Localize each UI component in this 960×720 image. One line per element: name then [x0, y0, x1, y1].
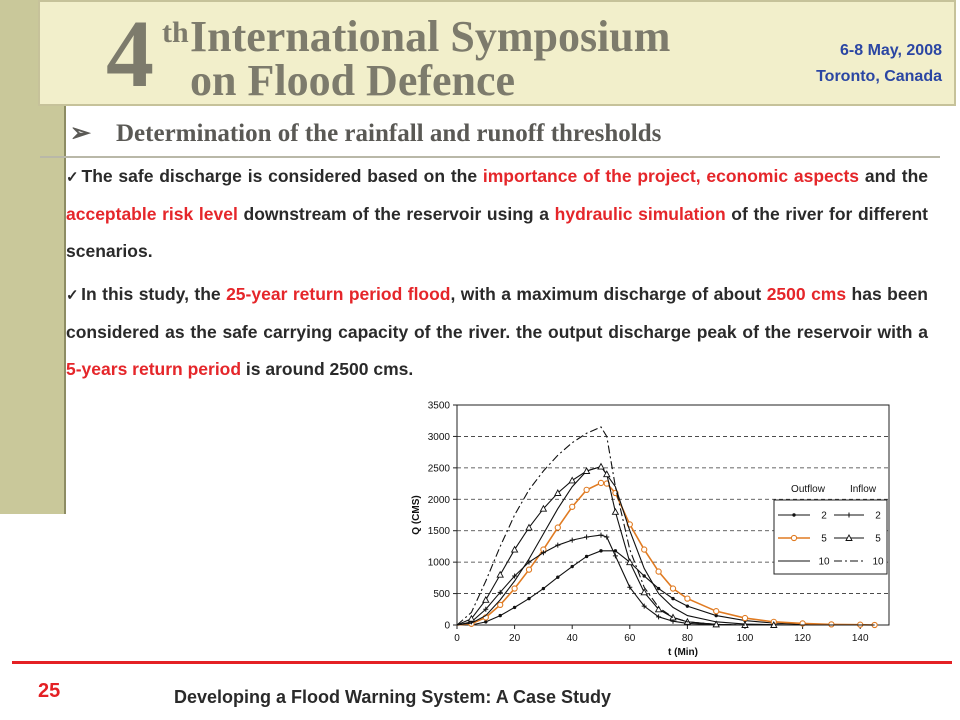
x-axis-label: t (Min)	[668, 647, 698, 658]
data-point	[656, 569, 661, 574]
data-point	[513, 606, 516, 609]
hydrograph-chart	[404, 388, 922, 664]
data-point	[569, 477, 575, 483]
y-tick-label: 3500	[427, 400, 450, 412]
highlight-text: acceptable risk level	[66, 204, 238, 224]
data-point	[742, 615, 747, 620]
y-tick-label: 2500	[427, 463, 450, 475]
footer-title: Developing a Flood Warning System: A Case Study	[174, 687, 612, 707]
y-tick-label: 0	[444, 620, 450, 632]
event-date: 6-8 May, 2008	[840, 42, 942, 59]
legend-entry-label: 10	[818, 556, 830, 568]
data-point	[585, 555, 588, 558]
legend-entry-label: 10	[872, 556, 884, 568]
highlight-text: hydraulic simulation	[554, 204, 726, 224]
data-point	[584, 487, 589, 492]
data-point	[570, 504, 575, 509]
text-segment: and the	[859, 166, 929, 186]
x-tick-label: 100	[736, 633, 754, 644]
legend-header-outflow: Outflow	[791, 484, 825, 495]
data-point	[483, 597, 489, 603]
x-tick-label: 40	[566, 633, 578, 644]
x-tick-label: 60	[624, 633, 636, 644]
highlight-text: 2500 cms	[766, 284, 847, 304]
checkmark-icon: ✓	[66, 169, 80, 186]
data-point	[829, 622, 834, 627]
data-point	[571, 565, 574, 568]
data-point	[613, 553, 618, 558]
data-point	[584, 535, 589, 540]
data-point	[498, 602, 503, 607]
data-point	[570, 538, 575, 543]
data-point	[542, 587, 545, 590]
data-point	[686, 604, 689, 607]
hydrograph-svg	[404, 388, 922, 664]
data-point	[599, 549, 602, 552]
legend-entry-label: 5	[875, 533, 881, 545]
y-tick-label: 3000	[427, 431, 450, 443]
slide-heading-text: Determination of the rainfall and runoff thresholds	[116, 120, 662, 147]
legend-entry-label: 2	[875, 510, 881, 522]
legend-box	[774, 500, 887, 574]
footer-divider	[12, 661, 952, 664]
data-point	[657, 587, 660, 590]
x-tick-label: 140	[851, 633, 869, 644]
header-banner	[38, 0, 956, 106]
data-point	[556, 576, 559, 579]
highlight-text: 5-years return period	[66, 359, 242, 379]
data-point	[499, 614, 502, 617]
data-point	[642, 547, 647, 552]
edition-number: 4	[106, 0, 154, 107]
data-point	[685, 596, 690, 601]
data-point	[484, 620, 487, 623]
arrow-bullet-icon: ➢	[70, 120, 91, 147]
data-point	[671, 597, 674, 600]
text-segment: downstream of the reservoir using a	[237, 204, 555, 224]
text-segment: is around 2500 cms.	[241, 359, 414, 379]
data-point	[512, 547, 518, 553]
data-point	[512, 586, 517, 591]
data-point	[714, 609, 719, 614]
data-point	[526, 567, 531, 572]
data-point	[715, 614, 718, 617]
x-tick-label: 0	[454, 633, 460, 644]
x-tick-label: 80	[681, 633, 693, 644]
x-tick-label: 120	[794, 633, 811, 644]
series-line-inflow-10	[457, 427, 745, 625]
x-tick-label: 20	[509, 633, 521, 644]
data-point	[599, 533, 604, 538]
text-segment: of the river for different scenarios.	[66, 204, 928, 261]
edition-suffix: th	[162, 16, 189, 49]
y-tick-label: 1000	[427, 557, 450, 569]
legend-header-inflow: Inflow	[849, 484, 877, 495]
data-point	[527, 597, 530, 600]
slide-heading	[70, 118, 661, 148]
text-segment: , with a maximum discharge of about	[450, 284, 767, 304]
highlight-text: economic aspects	[706, 166, 860, 186]
legend-marker	[791, 535, 796, 540]
highlight-text: 25-year return period flood	[226, 284, 451, 304]
text-segment: In this study, the	[81, 284, 227, 304]
data-point	[555, 543, 560, 548]
legend-marker	[792, 513, 795, 516]
y-tick-label: 2000	[427, 494, 450, 506]
text-segment: The safe discharge is considered based on the	[81, 166, 483, 186]
data-point	[612, 509, 618, 514]
y-axis-label: Q (CMS)	[411, 495, 422, 535]
legend-entry-label: 5	[821, 533, 827, 545]
event-location: Toronto, Canada	[816, 68, 942, 85]
data-point	[604, 535, 609, 540]
legend-entry-label: 2	[821, 510, 827, 522]
slide-number: 25	[38, 680, 61, 702]
data-point	[555, 525, 560, 530]
text-segment: has been considered as the safe carrying capacity of the river. the output discharge peak of the reservoir with a	[66, 284, 928, 342]
highlight-text: importance of the project,	[482, 166, 701, 186]
data-point	[670, 586, 675, 591]
y-tick-label: 500	[433, 589, 450, 601]
data-point	[598, 480, 603, 485]
series-line-inflow-2	[457, 535, 774, 625]
checkmark-icon: ✓	[66, 287, 80, 304]
bullet-paragraph-1	[66, 158, 928, 270]
data-point	[497, 572, 503, 578]
y-tick-label: 1500	[427, 526, 450, 538]
symposium-title-line2: on Flood Defence	[190, 56, 516, 105]
symposium-title-line1: International Symposium	[190, 12, 671, 61]
bullet-paragraph-2	[66, 276, 928, 388]
data-point	[643, 574, 646, 577]
data-point	[598, 464, 604, 470]
